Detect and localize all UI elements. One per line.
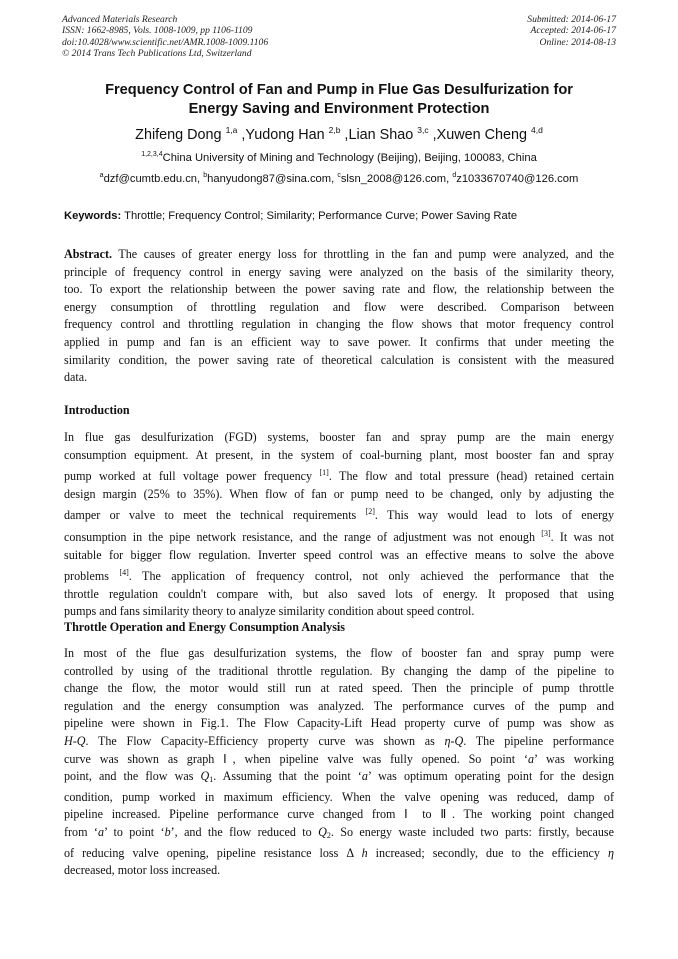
body-line: H-Q. The Flow Capacity-Efficiency property curve was shown as η-Q. The pipeline performance bbox=[64, 733, 614, 748]
body-line: damper or valve to meet the technical requirements [2]. This way would lead to lots of energy bbox=[64, 507, 614, 523]
body-line: point, and the flow was $Q_1$. Assuming that the point ‘a’ was optimum operating point for the design bbox=[64, 769, 614, 785]
keywords bbox=[64, 210, 624, 222]
citation-ref: [1] bbox=[319, 468, 329, 478]
introduction-body bbox=[64, 429, 614, 621]
body-line: pump worked at full voltage power frequency [1]. The flow and total pressure (head) retained certain bbox=[64, 468, 614, 484]
paper-title bbox=[40, 81, 638, 118]
abstract-line: Abstract. The causes of greater energy loss for throttling in the fan and pump were analyzed, and the bbox=[64, 247, 614, 261]
body-line: consumption in the pipe network resistance, and the range of adjustment was not enough [3]. It was not bbox=[64, 528, 615, 544]
author-name: Zhifeng Dong bbox=[135, 127, 222, 143]
email-mark: c bbox=[337, 172, 341, 179]
journal-name: Advanced Materials Research bbox=[62, 14, 178, 25]
abstract-line: principle of frequency control in energy saving were analyzed on the basis of the similarity theory, bbox=[64, 264, 614, 279]
email-address: slsn_2008@126.com bbox=[340, 173, 447, 185]
body-line: curve was shown as graph Ⅰ, when pipeline valve was fully opened. So point ‘a’ was working bbox=[64, 751, 615, 766]
body-line: decreased, motor loss increased. bbox=[64, 863, 221, 878]
journal-issn: ISSN: 1662-8985, Vols. 1008-1009, pp 1106-1109 bbox=[62, 25, 253, 37]
abstract-line: too. To export the relationship between the power saving rate and flow, the relationship between the bbox=[64, 282, 614, 297]
author-name: Xuwen Cheng bbox=[436, 127, 528, 143]
body-line: controlled by using of the traditional throttle regulation. By changing the damp of the pipeline to bbox=[64, 663, 614, 678]
author-affil-mark: 4,d bbox=[531, 125, 543, 135]
body-line: design margin (25% to 35%). When flow of fan or pump need to be changed, only by adjusting the bbox=[64, 486, 614, 501]
email-list: $^a$dzf@cumtb.edu.cn, $^b$hanyudong87@sina.com, $^c$slsn_2008@126.com, $^d$z1033670740@126.com bbox=[99, 172, 579, 185]
body-line: from ‘a’ to point ‘b’, and the flow reduced to $Q_2$. So energy waste included two parts: firstly, because bbox=[64, 824, 614, 840]
body-line: throttle regulation couldn't compare with, but also saved lots of energy. It proposed that using bbox=[64, 586, 614, 601]
abstract-line: similarity condition, the power saving rate of theoretical calculation is consistent with the measured bbox=[64, 352, 614, 367]
author-name: Lian Shao bbox=[348, 127, 414, 143]
affiliation bbox=[40, 151, 638, 164]
abstract bbox=[64, 246, 614, 387]
title-line: Energy Saving and Environment Protection bbox=[188, 100, 490, 117]
journal-info bbox=[62, 14, 268, 59]
journal-doi: doi:10.4028/www.scientific.net/AMR.1008-1009.1106 bbox=[62, 36, 269, 48]
submission-dates bbox=[527, 14, 616, 48]
email-mark: b bbox=[203, 172, 208, 179]
author-list: Zhifeng Dong $^{1,a}$ ,Yudong Han $^{2,b}$ ,Lian Shao $^{3,c}$ ,Xuwen Cheng $^{4,d}$ bbox=[135, 125, 543, 143]
email-address: z1033670740@126.com bbox=[456, 173, 579, 185]
abstract-line: energy consumption of throttling regulation and flow were described. Comparison between bbox=[64, 299, 614, 314]
affiliation-text: China University of Mining and Technology (Beijing), Beijing, 100083, China bbox=[162, 152, 537, 164]
body-line: In flue gas desulfurization (FGD) systems, booster fan and spray pump are the main energy bbox=[64, 430, 614, 444]
body-line: consumption equipment. At present, in the system of coal-burning plant, most booster fan and spray bbox=[64, 447, 614, 462]
body-line: regulation and the energy consumption was analyzed. The performance curves of the pump and bbox=[64, 698, 614, 713]
body-line: suitable for bigger flow regulation. Inverter speed control was an effective means to solve the above bbox=[64, 547, 614, 562]
journal-copyright: © 2014 Trans Tech Publications Ltd, Switzerland bbox=[62, 47, 252, 59]
citation-ref: [3] bbox=[541, 528, 551, 538]
abstract-line: applied in pump and fan is an efficient way to save power. It confirms that under meeting the bbox=[64, 334, 614, 349]
title-line: Frequency Control of Fan and Pump in Flue Gas Desulfurization for bbox=[105, 82, 573, 98]
submitted-date: Submitted: 2014-06-17 bbox=[527, 14, 616, 25]
author-affil-mark: 1,a bbox=[225, 125, 238, 135]
email-mark: a bbox=[99, 172, 104, 179]
body-line: problems [4]. The application of frequency control, not only achieved the performance that the bbox=[64, 568, 614, 584]
accepted-date: Accepted: 2014-06-17 bbox=[530, 25, 616, 37]
citation-ref: [4] bbox=[119, 568, 129, 578]
author-affil-mark: 2,b bbox=[328, 125, 341, 135]
online-date: Online: 2014-08-13 bbox=[539, 36, 616, 48]
affiliation-mark: 1,2,3,4 bbox=[141, 151, 163, 158]
abstract-line: frequency control and throttling regulation in changing the flow shows that motor frequency control bbox=[64, 317, 614, 332]
keywords-label: Keywords: bbox=[64, 210, 122, 222]
section-heading-throttle: Throttle Operation and Energy Consumption Analysis bbox=[64, 620, 346, 634]
section-heading-introduction: Introduction bbox=[64, 403, 130, 417]
citation-ref: [2] bbox=[365, 507, 375, 517]
body-line: pumps and fans similarity theory to analyze similarity condition about speed control. bbox=[64, 604, 475, 619]
body-line: condition, pump worked in maximum efficiency. When the valve opening was reduced, damp of bbox=[64, 789, 614, 804]
email-address: dzf@cumtb.edu.cn bbox=[103, 173, 198, 185]
keywords-text: Throttle; Frequency Control; Similarity; Performance Curve; Power Saving Rate bbox=[124, 210, 518, 222]
throttle-section-body bbox=[64, 645, 614, 880]
author-affil-mark: 3,c bbox=[417, 125, 429, 135]
abstract-label: Abstract. bbox=[64, 247, 113, 261]
body-line: pipeline were shown in Fig.1. The Flow Capacity-Lift Head property curve of pump was show as bbox=[64, 716, 614, 731]
body-line: pipeline increased. Pipeline performance curve changed from Ⅰ to Ⅱ. The working point changed bbox=[64, 807, 614, 822]
body-line: In most of the flue gas desulfurization systems, the flow of booster fan and spray pump were bbox=[64, 646, 614, 660]
abstract-line: data. bbox=[64, 370, 88, 385]
author-name: Yudong Han bbox=[245, 127, 325, 143]
body-line: of reducing valve opening, pipeline resistance loss Δ h increased; secondly, due to the efficiency η bbox=[64, 845, 614, 860]
email-mark: d bbox=[452, 172, 457, 179]
body-line: change the flow, the motor would still run at rated speed. Then the principle of pump throttle bbox=[64, 681, 614, 696]
email-address: hanyudong87@sina.com bbox=[207, 173, 332, 185]
